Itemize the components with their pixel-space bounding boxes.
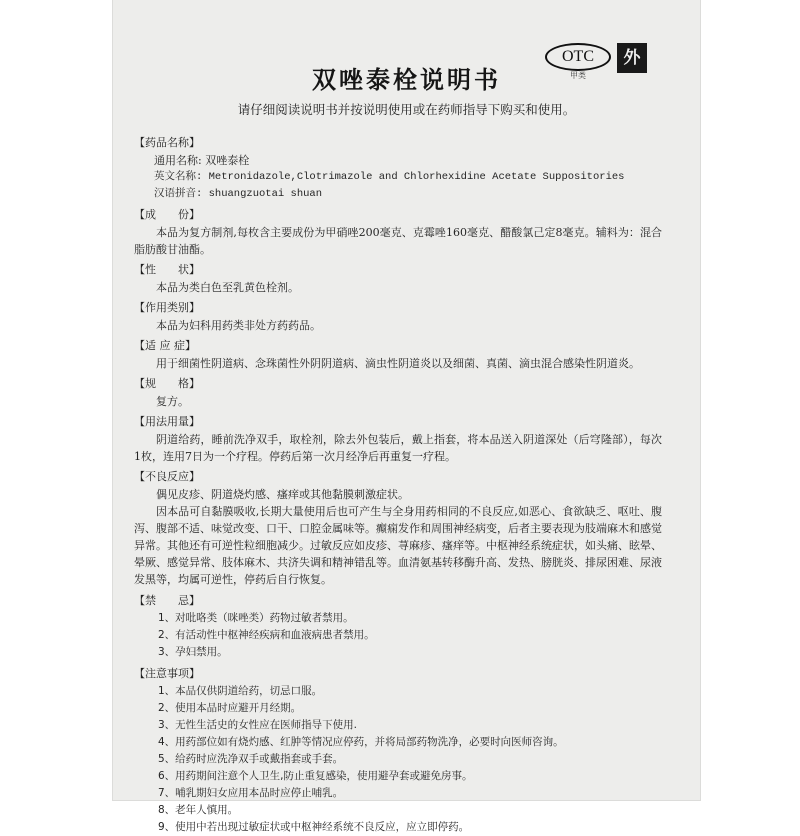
pinyin-name: 汉语拼音: shuangzuotai shuan (154, 188, 323, 200)
description-text: 本品为类白色至乳黄色栓剂。 (156, 281, 299, 294)
category-text: 本品为妇科用药类非处方药药品。 (156, 319, 321, 332)
leaflet-content (134, 131, 662, 836)
section-heading-contraindications: 【禁 忌】 (134, 594, 200, 607)
adverse-text-1: 偶见皮疹、阴道烧灼感、瘙痒或其他黏膜刺激症状。 (156, 488, 409, 501)
section-heading-adverse: 【不良反应】 (134, 470, 200, 483)
indications-text: 用于细菌性阴道病、念珠菌性外阴阴道病、滴虫性阴道炎以及细菌、真菌、滴虫混合感染性阴道炎。 (156, 357, 640, 370)
section-heading-ingredients: 【成 份】 (134, 208, 200, 221)
section-heading-dosage: 【用法用量】 (134, 415, 200, 428)
section-heading-description: 【性 状】 (134, 263, 200, 276)
section-heading-indications: 【适 应 症】 (134, 339, 196, 352)
document-title: 双唑泰栓说明书 (312, 66, 501, 94)
contraindication-item: 1、对吡咯类（咪唑类）药物过敏者禁用。 (158, 612, 354, 624)
specification-text: 复方。 (156, 395, 189, 408)
precaution-item: 7、哺乳期妇女应用本品时应停止哺乳。 (158, 787, 344, 799)
precaution-item: 8、老年人慎用。 (158, 804, 239, 816)
section-heading-name: 【药品名称】 (134, 136, 200, 149)
section-heading-category: 【作用类别】 (134, 301, 200, 314)
section-heading-precautions: 【注意事项】 (134, 667, 200, 680)
contraindication-item: 3、孕妇禁用。 (158, 646, 228, 658)
otc-badge: OTC (545, 43, 611, 71)
precaution-item: 1、本品仅供阴道给药，切忌口服。 (158, 685, 323, 697)
leaflet-sheet (113, 0, 700, 833)
otc-class-label: 甲类 (570, 71, 586, 80)
precaution-item: 9、使用中若出现过敏症状或中枢神经系统不良反应，应立即停药。 (158, 821, 470, 833)
precaution-item: 4、用药部位如有烧灼感、红肿等情况应停药，并将局部药物洗净，必要时向医师咨询。 (158, 736, 564, 748)
precaution-item: 3、无性生活史的女性应在医师指导下使用. (158, 719, 358, 731)
dosage-text: 阴道给药，睡前洗净双手，取栓剂，除去外包装后，戴上指套，将本品送入阴道深处（后穹隆部），每次1枚，连用7日为一个疗程。停药后第一次月经净后再重复一疗程。 (134, 433, 662, 463)
external-use-badge: 外 (617, 43, 647, 73)
section-heading-specification: 【规 格】 (134, 377, 200, 390)
adverse-text-2: 因本品可自黏膜吸收,长期大量使用后也可产生与全身用药相同的不良反应,如恶心、食欲缺乏、呕吐、腹泻、腹部不适、味觉改变、口干、口腔金属味等。癫痫发作和周围神经病变，后者主要表现为肢端麻木和感觉异常。其他还有可逆性粒细胞减少。过敏反应如皮疹、荨麻疹、瘙痒等。中枢神经系统症状，如头痛、眩晕、晕厥、感觉异常、肢体麻木、共济失调和精神错乱等。血清氨基转移酶升高、发热、膀胱炎、排尿困难、尿液发黑等，均属可逆性，停药后自行恢复。 (134, 505, 662, 586)
precaution-item: 6、用药期间注意个人卫生,防止重复感染，使用避孕套或避免房事。 (158, 770, 473, 782)
ingredients-text: 本品为复方制剂,每枚含主要成份为甲硝唑200毫克、克霉唑160毫克、醋酸氯己定8毫克。辅料为：混合脂肪酸甘油酯。 (134, 226, 662, 256)
precaution-item: 2、使用本品时应避开月经期。 (158, 702, 302, 714)
generic-name: 通用名称: 双唑泰栓 (154, 154, 250, 167)
contraindication-item: 2、有活动性中枢神经疾病和血液病患者禁用。 (158, 629, 375, 641)
english-name: 英文名称: Metronidazole,Clotrimazole and Chlorhexidine Acetate Suppositories (154, 171, 625, 183)
document-subtitle: 请仔细阅读说明书并按说明使用或在药师指导下购买和使用。 (237, 102, 576, 117)
precaution-item: 5、给药时应洗净双手或戴指套或手套。 (158, 753, 344, 765)
